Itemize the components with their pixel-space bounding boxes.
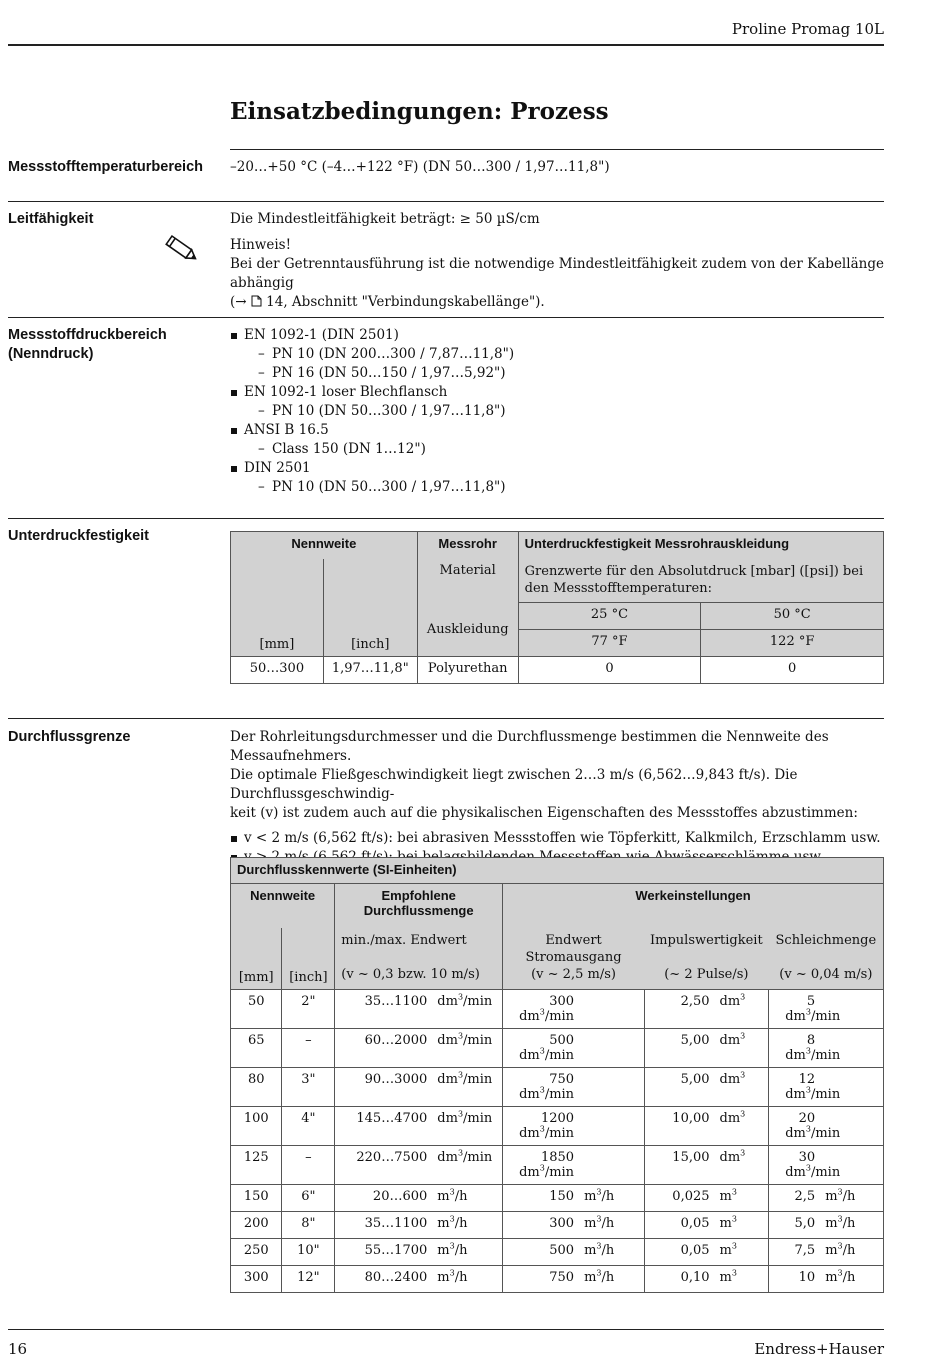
temperature-text: –20…+50 °C (–4…+122 °F) (DN 50…300 / 1,97…11,8") [230,159,610,175]
table-row [231,1029,884,1068]
unit: $dm^3/\min$ [785,1085,841,1102]
note-reference-pre: (→ [230,294,251,310]
unit: $dm^3/\min$ [437,992,493,1009]
cell-range [335,1068,503,1107]
section-divider [8,518,884,519]
cell-schleich [769,1146,884,1185]
value: 2,5 [794,1189,816,1204]
unit: $dm^3$ [719,992,746,1009]
cell-mm: 100 [231,1107,282,1146]
section-label-flow: Durchflussgrenze [8,729,131,745]
value: 80…2400 [364,1270,428,1285]
list-subitem: – Class 150 (DN 1…12") [244,440,885,459]
value: 0,10 [680,1270,710,1285]
note-title: Hinweis! [230,237,292,253]
cell-mm: 80 [231,1068,282,1107]
value: 1850 [540,1150,575,1165]
list-subitem: – PN 10 (DN 50…300 / 1,97…11,8") [244,402,885,421]
cell-endwert [503,1068,644,1107]
th-auskleidung: Auskleidung [417,603,518,657]
unit: $m^3/h$ [825,1268,856,1285]
section-divider [8,718,884,719]
unit: $m^3/h$ [437,1187,468,1204]
cell-endwert [503,1185,644,1212]
value: 145…4700 [356,1111,428,1126]
th-inch: [inch] [282,928,335,990]
value: 2,50 [680,994,710,1009]
unit: $m^3/h$ [825,1241,856,1258]
value: 20 [798,1111,816,1126]
cell-impuls [644,1068,769,1107]
conductivity-block [230,210,885,312]
footer-rule [8,1329,884,1330]
flow-paragraph: Die optimale Fließgeschwindigkeit liegt zwischen 2…3 m/s (6,562…9,843 ft/s). Die Durchflussgeschwindig- [230,767,798,802]
table-row [231,657,884,684]
cell-range [335,1146,503,1185]
unit: $m^3$ [719,1214,737,1231]
cell-impuls [644,1239,769,1266]
cell-mm: 125 [231,1146,282,1185]
page-number: 16 [8,1340,28,1358]
unit: $m^3/h$ [437,1241,468,1258]
table-row [231,1068,884,1107]
value: 5,00 [680,1033,710,1048]
value: 5,0 [794,1216,816,1231]
section-label-vacuum: Unterdruckfestigkeit [8,528,150,544]
cell-inch: 6" [282,1185,335,1212]
unit: $dm^3/\min$ [437,1070,493,1087]
value: 8 [806,1033,816,1048]
value: 5,00 [680,1072,710,1087]
cell-range [335,1239,503,1266]
unit: $m^3/h$ [584,1187,615,1204]
unit: $m^3$ [719,1268,737,1285]
cell-schleich [769,1107,884,1146]
unit: $m^3$ [719,1187,737,1204]
unit: $m^3/h$ [437,1268,468,1285]
table-row [231,1239,884,1266]
th-temp-77f: 77 °F [518,630,701,657]
cell-endwert [503,1266,644,1293]
unit: $dm^3$ [719,1109,746,1126]
value: 300 [549,1216,575,1231]
section-divider [230,149,884,150]
value: 30 [798,1150,816,1165]
value: 10,00 [672,1111,710,1126]
cell-endwert [503,1146,644,1185]
value: 500 [549,1243,575,1258]
value: 15,00 [672,1150,710,1165]
unit: $m^3/h$ [584,1241,615,1258]
value: 35…1100 [364,1216,428,1231]
cell-mm: 250 [231,1239,282,1266]
cell-impuls [644,1146,769,1185]
section-label-temperature: Messstofftemperaturbereich [8,159,203,175]
cell-mm: 50…300 [231,657,324,684]
cell-impuls [644,1029,769,1068]
list-item: EN 1092-1 loser Blechflansch – PN 10 (DN 50…300 / 1,97…11,8") [230,383,885,421]
cell-inch: 8" [282,1212,335,1239]
cell-schleich [769,1185,884,1212]
list-item: v < 2 m/s (6,562 ft/s): bei abrasiven Messstoffen wie Töpferkitt, Kalkmilch, Erzschlamm usw. [230,829,885,848]
cell-material: Polyurethan [417,657,518,684]
unit: $dm^3/\min$ [437,1148,493,1165]
cell-schleich [769,1029,884,1068]
pressure-label-line2: (Nenndruck) [8,346,94,362]
cell-inch: 4" [282,1107,335,1146]
section-divider [8,201,884,202]
cell-impuls [644,990,769,1029]
th-minmax: min./max. Endwert (v ~ 0,3 bzw. 10 m/s) [335,928,503,990]
cell-range [335,990,503,1029]
unit: $dm^3/\min$ [785,1163,841,1180]
unit: $m^3/h$ [825,1187,856,1204]
cell-inch: – [282,1146,335,1185]
pressure-list [230,326,885,497]
cell-endwert [503,1107,644,1146]
th-mm: [mm] [231,928,282,990]
th-temp-50c: 50 °C [701,603,884,630]
cell-endwert [503,990,644,1029]
cell-endwert [503,1212,644,1239]
cell-schleich [769,1239,884,1266]
value: 60…2000 [364,1033,428,1048]
value: 220…7500 [356,1150,428,1165]
cell-range [335,1029,503,1068]
value: 35…1100 [364,994,428,1009]
unit: $m^3$ [719,1241,737,1258]
header-product-title: Proline Promag 10L [731,20,884,38]
cell-mm: 150 [231,1185,282,1212]
value: 150 [549,1189,575,1204]
cell-impuls [644,1185,769,1212]
unit: $dm^3$ [719,1148,746,1165]
cell-schleich [769,1068,884,1107]
value: 750 [549,1270,575,1285]
unit: $m^3/h$ [437,1214,468,1231]
flow-table [230,857,884,1293]
cell-impuls [644,1212,769,1239]
list-subitem: – PN 10 (DN 200…300 / 7,87…11,8") [244,345,885,364]
th-nennweite: Nennweite [231,884,335,928]
cell-mm: 300 [231,1266,282,1293]
flow-paragraph: Der Rohrleitungsdurchmesser und die Durchflussmenge bestimmen die Nennweite des Messaufnehmers. [230,729,829,764]
value: 90…3000 [364,1072,428,1087]
th-temp-25c: 25 °C [518,603,701,630]
unit: $dm^3/\min$ [519,1124,575,1141]
cell-endwert [503,1239,644,1266]
page-ref-icon [251,294,262,310]
unit: $dm^3/\min$ [519,1046,575,1063]
table-row [231,1185,884,1212]
section-label-pressure [8,326,218,364]
th-material: Material [417,559,518,603]
th-werkeinstellungen: Werkeinstellungen [503,884,884,928]
value: 20…600 [372,1189,428,1204]
value: 0,05 [680,1243,710,1258]
flow-paragraph: keit (v) ist zudem auch auf die physikalischen Eigenschaften des Messstoffes abzustimmen: [230,805,858,821]
cell-schleich [769,1212,884,1239]
list-subitem: – PN 16 (DN 50…150 / 1,97…5,92") [244,364,885,383]
cell-mm: 200 [231,1212,282,1239]
cell-schleich [769,990,884,1029]
cell-range [335,1107,503,1146]
section-label-conductivity: Leitfähigkeit [8,211,94,227]
th-impuls: Impulswertigkeit (~ 2 Pulse/s) [644,928,769,990]
table-row [231,1212,884,1239]
cell-inch: 3" [282,1068,335,1107]
list-item: DIN 2501 – PN 10 (DN 50…300 / 1,97…11,8") [230,459,885,497]
unit: $dm^3/\min$ [519,1007,575,1024]
th-nennweite: Nennweite [231,532,418,559]
unit: $dm^3/\min$ [437,1109,493,1126]
pressure-label-line1: Messstoffdruckbereich [8,327,167,343]
unit: $dm^3/\min$ [785,1046,841,1063]
list-item: ANSI B 16.5 – Class 150 (DN 1…12") [230,421,885,459]
page-title: Einsatzbedingungen: Prozess [230,98,609,125]
unit: $dm^3$ [719,1070,746,1087]
value: 0,05 [680,1216,710,1231]
cell-range [335,1185,503,1212]
pencil-note-icon [160,232,200,266]
unit: $m^3/h$ [584,1214,615,1231]
cell-schleich [769,1266,884,1293]
th-schleich: Schleichmenge (v ~ 0,04 m/s) [769,928,884,990]
note-reference-post: 14, Abschnitt "Verbindungskabellänge"). [261,294,545,310]
cell-mm: 65 [231,1029,282,1068]
unit: $m^3/h$ [584,1268,615,1285]
table-row [231,1146,884,1185]
th-empfohlene: Empfohlene Durchflussmenge [335,884,503,928]
cell-inch: 2" [282,990,335,1029]
list-item: EN 1092-1 (DIN 2501) – PN 10 (DN 200…300 / 7,87…11,8") – PN 16 (DN 50…150 / 1,97…5,92") [230,326,885,383]
table-row [231,990,884,1029]
note-text: Bei der Getrenntausführung ist die notwendige Mindestleitfähigkeit zudem von der Kabellänge abhängig [230,256,884,291]
flow-text-block [230,728,885,867]
cell-mm: 50 [231,990,282,1029]
unit: $dm^3/\min$ [519,1163,575,1180]
value: 55…1700 [364,1243,428,1258]
unit: $dm^3/\min$ [519,1085,575,1102]
value: 1200 [540,1111,575,1126]
unit: $dm^3/\min$ [785,1007,841,1024]
cell-impuls [644,1107,769,1146]
unit: $m^3/h$ [825,1214,856,1231]
flow-table-caption: Durchflusskennwerte (SI-Einheiten) [231,858,884,884]
th-messrohr: Messrohr [417,532,518,559]
cell-inch: – [282,1029,335,1068]
value: 300 [549,994,575,1009]
table-row [231,1107,884,1146]
unit: $dm^3$ [719,1031,746,1048]
th-temp-122f: 122 °F [701,630,884,657]
cell-endwert [503,1029,644,1068]
cell-impuls [644,1266,769,1293]
value: 750 [549,1072,575,1087]
th-inch: [inch] [323,559,417,657]
cell-value-25c: 0 [518,657,701,684]
value: 12 [798,1072,816,1087]
footer-brand: Endress+Hauser [754,1340,884,1358]
list-subitem: – PN 10 (DN 50…300 / 1,97…11,8") [244,478,885,497]
cell-inch: 1,97…11,8" [323,657,417,684]
value: 0,025 [672,1189,710,1204]
cell-range [335,1266,503,1293]
th-endwert: Endwert Stromausgang (v ~ 2,5 m/s) [503,928,644,990]
cell-value-50c: 0 [701,657,884,684]
value: 7,5 [794,1243,816,1258]
vacuum-table [230,531,884,684]
section-divider [8,317,884,318]
cell-inch: 10" [282,1239,335,1266]
table-row [231,1266,884,1293]
th-mm: [mm] [231,559,324,657]
cell-inch: 12" [282,1266,335,1293]
value: 10 [798,1270,816,1285]
header-rule [8,44,884,46]
value: 500 [549,1033,575,1048]
unit: $dm^3/\min$ [437,1031,493,1048]
unit: $dm^3/\min$ [785,1124,841,1141]
conductivity-min-text: Die Mindestleitfähigkeit beträgt: ≥ 50 µS/cm [230,211,540,227]
note-reference [230,293,885,312]
cell-range [335,1212,503,1239]
th-unterdruck: Unterdruckfestigkeit Messrohrauskleidung [518,532,883,559]
value: 5 [806,994,816,1009]
th-grenzwerte: Grenzwerte für den Absolutdruck [mbar] ([psi]) bei den Messstofftemperaturen: [518,559,883,603]
